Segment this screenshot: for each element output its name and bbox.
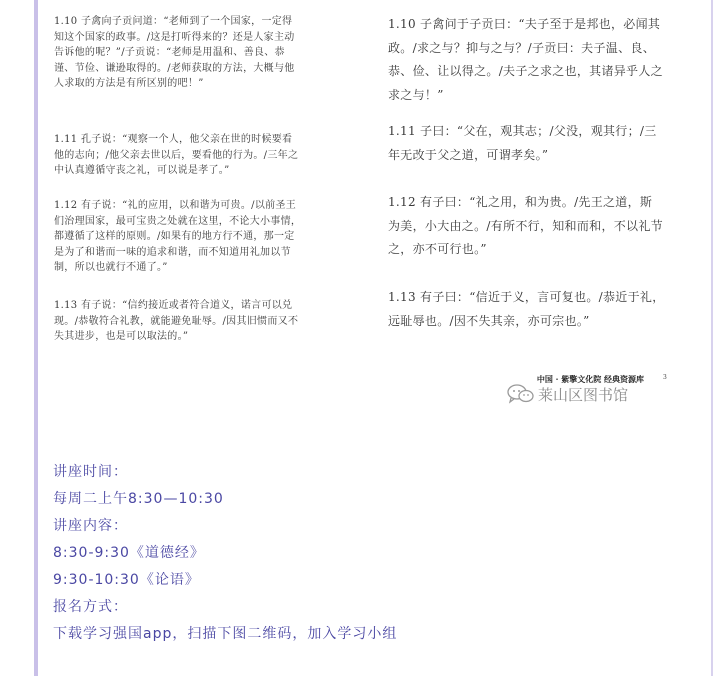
lecture-content-label: 讲座内容： <box>53 518 128 534</box>
translation-1-13: 1.13 有子说：“信约接近或者符合道义，诺言可以兑 现。/恭敬符合礼教，就能避免耻辱。/因其旧惯而又不 失其进步，也是可以取法的。” <box>54 300 299 342</box>
lecture-content-item-2: 9:30-10:30《论语》 <box>53 572 200 588</box>
original-1-10: 1.10 子禽问于子贡曰：“夫子至于是邦也，必闻其 政。/求之与？抑与之与？/子贡曰：夫子温、良、 恭、俭、让以得之。/夫子之求之也，其诸异乎人之 求之与！” <box>388 17 663 102</box>
original-1-12: 1.12 有子曰：“礼之用，和为贵。/先王之道，斯 为美，小大由之。/有所不行，知和而和，不以礼节 之，亦不可行也。” <box>388 195 663 256</box>
right-border-rule <box>711 0 713 676</box>
translation-1-11: 1.11 孔子说：“观察一个人，他父亲在世的时候要看 他的志向；/他父亲去世以后，要看他的行为。/三年之 中认真遵循守丧之礼，可以说是孝了。” <box>54 134 299 176</box>
original-1-11: 1.11 子曰：“父在，观其志；/父没，观其行；/三 年无改于父之道，可谓孝矣。” <box>388 124 657 162</box>
library-watermark <box>506 383 628 405</box>
book-footer-mark: 中国 · 紫擎文化院 经典资源库 <box>536 374 644 384</box>
signup-instructions: 下载学习强国app，扫描下图二维码，加入学习小组 <box>53 626 398 642</box>
lecture-time-value: 每周二上午8:30—10:30 <box>53 491 224 507</box>
page-number: 3 <box>663 374 667 381</box>
lecture-time-label: 讲座时间： <box>53 464 128 480</box>
wechat-icon <box>506 383 536 405</box>
watermark-text: 莱山区图书馆 <box>538 385 629 404</box>
original-1-13: 1.13 有子曰：“信近于义，言可复也。/恭近于礼， 远耻辱也。/因不失其亲，亦可宗也。” <box>388 290 665 328</box>
translation-1-12: 1.12 有子说：“礼的应用，以和谐为可贵。/以前圣王 们治理国家，最可宝贵之处就在这里，不论大小事情， 都遵循了这样的原则。/如果有的地方行不通，那一定 是为了和谐而一味的追求和谐，而不知道用礼加以节 制，所以也就行不通了。” <box>54 200 302 273</box>
translation-1-10: 1.10 子禽向子贡问道：“老师到了一个国家，一定得 知这个国家的政事。/这是打听得来的？还是人家主动 告诉他的呢？”/子贡说：“老师是用温和、善良、恭 谨、节俭、谦逊取得的。/老师获取的方法，大概与他 人求取的方法是有所区别的吧！” <box>54 16 295 89</box>
signup-label: 报名方式： <box>53 599 128 615</box>
lecture-content-item-1: 8:30-9:30《道德经》 <box>53 545 205 561</box>
